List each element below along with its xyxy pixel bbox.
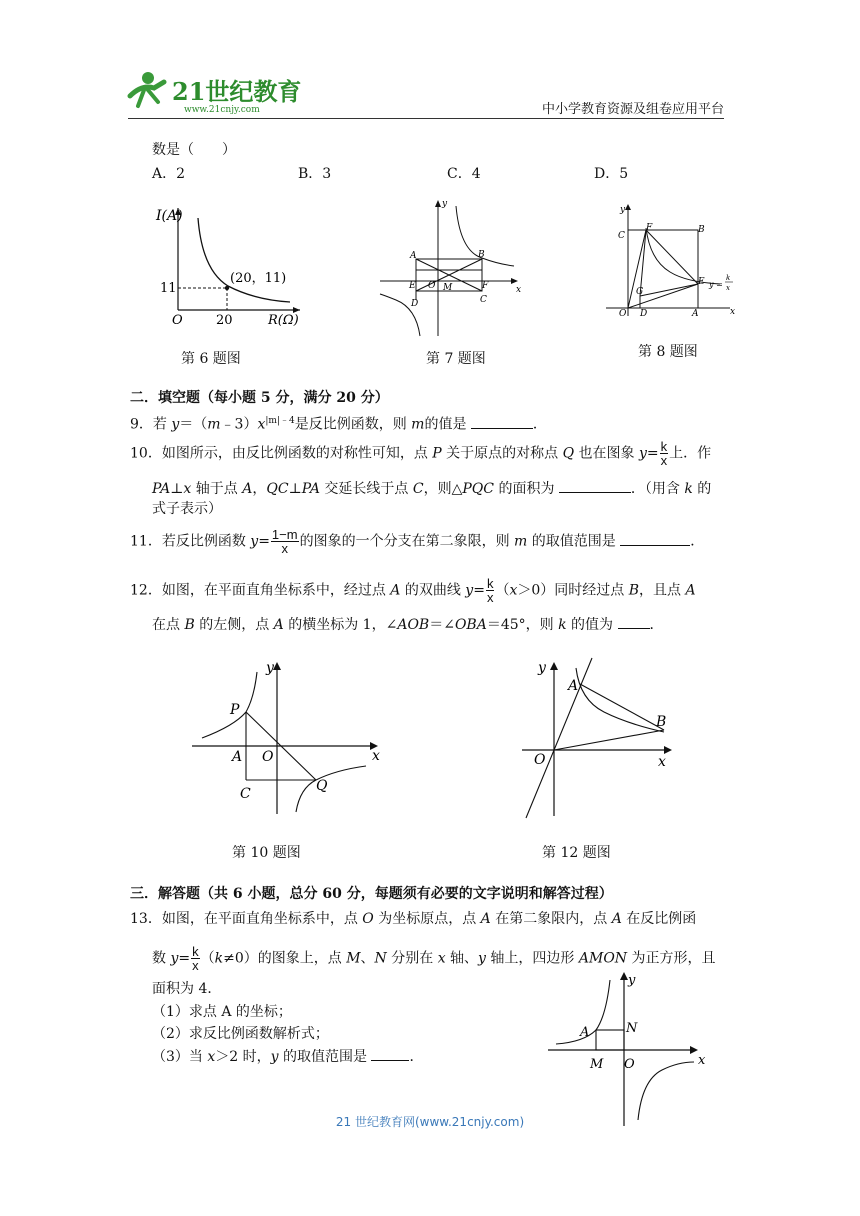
q9	[130, 411, 547, 435]
fig10-C: C	[240, 786, 251, 802]
q11-fraction	[271, 528, 299, 555]
q12-AOB: AOB	[397, 617, 430, 633]
fig13-N: N	[626, 1021, 638, 1036]
fig7-x: x	[516, 285, 522, 295]
fig8-E: E	[698, 277, 705, 287]
q13-text-9: 分别在	[386, 950, 438, 967]
q12-answer-blank[interactable]	[618, 614, 650, 629]
q13-text-13: （3）当	[152, 1049, 208, 1065]
q10-perp2: ⊥	[288, 481, 302, 497]
q12-frac-den: x	[486, 590, 494, 605]
fig7-D: D	[411, 299, 419, 309]
figure-10	[190, 656, 390, 816]
q13-text-16: ．	[409, 1049, 424, 1065]
q12-line2	[152, 614, 664, 635]
fig7-E: E	[409, 281, 416, 291]
figure-8	[600, 198, 740, 322]
fig7-B: B	[478, 250, 485, 260]
fig10-x: x	[372, 748, 380, 764]
q13-y2: y	[270, 1049, 279, 1065]
logo-text: 21世纪教育	[172, 77, 302, 106]
q12-text-6: 在点	[152, 617, 185, 633]
q11	[130, 528, 704, 555]
q9-a: 9．若	[130, 416, 172, 433]
q10-frac-num: k	[660, 439, 668, 454]
q10-text-10: 的	[692, 481, 712, 497]
fig10-O: O	[262, 749, 274, 765]
section3-title: 三．解答题（共 6 小题，总分 60 分，每题须有必要的文字说明和解答过程）	[130, 886, 613, 902]
q11-answer-blank[interactable]	[620, 531, 690, 546]
q10-text-2: 关于原点的对称点	[441, 445, 563, 462]
q10-PQC: PQC	[462, 481, 494, 497]
q13-text-6: （	[200, 950, 215, 967]
q13-y-axis: y	[478, 950, 486, 967]
fig10-Q: Q	[316, 778, 328, 794]
fig13-M: M	[590, 1057, 604, 1072]
q10-line2	[152, 478, 711, 499]
q10-text-5: 轴于点	[191, 481, 243, 497]
q10-text-7: ，则△	[423, 481, 463, 497]
q13-answer-blank[interactable]	[371, 1046, 409, 1061]
fig10-A: A	[232, 749, 243, 765]
q10-frac-den: x	[660, 453, 668, 468]
q13-text-7: ≠0）的图象上，点	[223, 950, 347, 967]
q13-fraction	[191, 945, 200, 972]
fig7-caption: 第 7 题图	[426, 351, 486, 367]
fig12-x: x	[658, 754, 666, 770]
q11-eq: =	[258, 533, 270, 550]
q13-O: O	[362, 911, 374, 927]
q12-text-11: 的值为	[566, 617, 618, 633]
fig12-y: y	[538, 660, 546, 676]
q12-A: A	[390, 582, 401, 599]
logo-url: www.21cnjy.com	[184, 105, 260, 115]
q12-text-2: 的双曲线	[400, 582, 466, 599]
q12-OBA: OBA	[454, 617, 487, 633]
fig6-ylabel: I(A)	[156, 208, 183, 224]
figure-7	[378, 196, 528, 344]
fig13-x: x	[698, 1053, 706, 1068]
q13-AMON: AMON	[578, 950, 628, 967]
fig8-k: k	[726, 274, 731, 282]
q11-m: m	[514, 533, 528, 550]
q9-exp: |m|﹣4	[265, 416, 295, 426]
q13-part1: （1）求点 A 的坐标；	[152, 1004, 292, 1020]
fig6-origin: O	[172, 313, 183, 328]
q13-part3	[152, 1046, 423, 1067]
q13-text-10: 轴、	[445, 950, 479, 967]
q10-perp: ⊥	[170, 481, 184, 497]
q13-text-14: ＞2 时，	[215, 1049, 271, 1065]
fig8-y: y	[620, 205, 626, 215]
fig8-x: x	[730, 307, 736, 317]
q10-y: y	[638, 445, 647, 462]
fig8-B: B	[698, 225, 705, 235]
q10-k: k	[684, 481, 693, 497]
q12-B: B	[628, 582, 640, 599]
fig13-O: O	[624, 1057, 635, 1072]
fig10-caption: 第 10 题图	[232, 845, 301, 861]
q10-text-8: 的面积为	[494, 481, 559, 497]
q12-k: k	[558, 617, 567, 633]
q12-y: y	[465, 582, 474, 599]
q13-text-11: 轴上，四边形	[485, 950, 579, 967]
fig8-F: F	[646, 223, 653, 233]
fig6-point: (20，11)	[230, 271, 287, 286]
q12-fraction	[486, 577, 495, 604]
fig13-y: y	[628, 973, 636, 988]
fig8-A: A	[692, 309, 699, 319]
q12-A3: A	[273, 617, 284, 633]
fig7-A: A	[410, 251, 417, 261]
q9-y: y	[171, 416, 180, 433]
q10-text-9: ．（用含	[630, 481, 685, 497]
q13-text-5: 数	[152, 950, 171, 967]
q10-text-4: 上．作	[669, 445, 712, 462]
fig7-C: C	[480, 295, 487, 305]
q12-text-8: 的横坐标为 1，∠	[283, 617, 398, 633]
fig13-A: A	[580, 1025, 590, 1040]
figure-12	[518, 654, 678, 820]
q12-B2: B	[184, 617, 195, 633]
header-logo	[120, 66, 310, 116]
q12-text-4: ＞0）同时经过点	[517, 582, 629, 599]
q13-x-axis: x	[437, 950, 446, 967]
q10-C: C	[412, 481, 424, 497]
q12-text-12: ．	[649, 617, 664, 633]
q12-text-7: 的左侧，点	[194, 617, 274, 633]
q13-text-8: 、	[360, 950, 375, 967]
q5-option-d: D．5	[594, 166, 629, 182]
q9-x: x	[257, 416, 266, 433]
q10-text-1: 10．如图所示，由反比例函数的对称性可知，点	[130, 445, 433, 462]
fig6-ytick: 11	[160, 281, 177, 296]
q13-k: k	[214, 950, 224, 967]
q11-text-4: ．	[690, 533, 705, 550]
q5-option-b: B．3	[298, 166, 332, 182]
header-rule	[128, 118, 724, 119]
q13-eq: =	[178, 950, 191, 967]
q13-text-1: 13．如图，在平面直角坐标系中，点	[130, 911, 363, 927]
q10-comma: ，	[252, 481, 267, 497]
q5-tail: 数是（ ）	[152, 142, 236, 158]
q9-f: ．	[532, 416, 547, 433]
q12-line1	[130, 577, 696, 604]
q10-P: P	[432, 445, 442, 462]
q10-x-axis: x	[183, 481, 192, 497]
fig8-O: O	[619, 309, 627, 319]
logo-runner-icon	[120, 66, 310, 116]
q10-QC: QC	[266, 481, 289, 497]
q13-text-4: 在反比例函	[621, 911, 697, 927]
q11-frac-den: x	[281, 541, 288, 556]
q10-PA: PA	[152, 481, 171, 497]
q13-frac-num: k	[192, 944, 199, 959]
fig12-A: A	[568, 678, 579, 694]
q9-e: 的值是	[424, 416, 471, 433]
q12-text-5: ，且点	[639, 582, 686, 599]
fig6-caption: 第 6 题图	[181, 351, 241, 367]
q10-text-6: 交延长线于点	[319, 481, 413, 497]
q13-y: y	[170, 950, 179, 967]
q12-text-10: ＝45°，则	[486, 617, 559, 633]
q13-line2	[152, 945, 716, 972]
q13-x: x	[207, 1049, 216, 1065]
fig6-xlabel: R(Ω)	[268, 313, 299, 328]
fig8-caption: 第 8 题图	[638, 344, 698, 360]
fig10-P: P	[230, 702, 240, 718]
q13-line1	[130, 909, 696, 929]
q10-line3: 式子表示）	[152, 501, 222, 517]
q13-part2: （2）求反比例函数解析式；	[152, 1026, 329, 1042]
q10-fraction	[660, 440, 669, 467]
q12-eq: =	[473, 582, 485, 599]
q10-line1	[130, 440, 711, 467]
q13-text-12: 为正方形，且	[627, 950, 716, 967]
figure-13	[544, 970, 714, 1130]
q12-A2: A	[685, 582, 696, 599]
figure-6	[150, 200, 310, 330]
fig12-caption: 第 12 题图	[542, 845, 611, 861]
q12-frac-num: k	[486, 576, 494, 591]
q9-d: 是反比例函数，则	[294, 416, 412, 433]
fig7-M: M	[443, 283, 453, 293]
fig8-C: C	[618, 231, 625, 241]
q5-option-a: A．2	[152, 166, 186, 182]
q13-A2: A	[611, 911, 622, 927]
q10-answer-blank[interactable]	[559, 478, 631, 493]
fig10-y: y	[266, 660, 274, 676]
q11-text-1: 11．若反比例函数	[130, 533, 251, 550]
q12-text-9: ＝∠	[429, 617, 455, 633]
fig8-D: D	[640, 309, 648, 319]
fig7-y: y	[442, 199, 448, 209]
fig8-curve-label: y =	[709, 280, 723, 289]
fig7-F: F	[482, 281, 489, 291]
q11-y: y	[250, 533, 259, 550]
q12-text-1: 12．如图，在平面直角坐标系中，经过点	[130, 582, 391, 599]
q11-text-3: 的取值范围是	[527, 533, 621, 550]
q9-c: ﹣3）	[220, 416, 258, 433]
q13-line3: 面积为 4．	[152, 981, 222, 997]
q13-text-3: 在第二象限内，点	[490, 911, 612, 927]
q5-option-c: C．4	[447, 166, 481, 182]
q13-frac-den: x	[192, 958, 199, 973]
q10-PA2: PA	[301, 481, 320, 497]
q13-M: M	[346, 950, 361, 967]
fig12-O: O	[534, 752, 546, 768]
q9-m2: m	[411, 416, 425, 433]
q10-text-3: 也在图象	[574, 445, 639, 462]
q12-text-3: （	[495, 582, 510, 599]
q10-Q: Q	[562, 445, 575, 462]
q13-N: N	[374, 950, 387, 967]
q9-answer-blank[interactable]	[471, 414, 533, 429]
fig6-xtick: 20	[216, 313, 233, 328]
section2-title: 二．填空题（每小题 5 分，满分 20 分）	[130, 390, 389, 406]
q13-A: A	[480, 911, 491, 927]
q10-eq: =	[646, 445, 659, 462]
platform-name: 中小学教育资源及组卷应用平台	[541, 102, 724, 117]
q9-b: ＝（	[179, 416, 208, 433]
fig7-O: O	[428, 281, 436, 291]
q12-x: x	[509, 582, 518, 599]
q10-A: A	[242, 481, 253, 497]
fig8-xv: x	[726, 284, 730, 292]
fig8-G: G	[636, 287, 644, 297]
q13-text-15: 的取值范围是	[278, 1049, 372, 1065]
fig12-B: B	[656, 714, 667, 730]
q11-frac-num: 1−m	[271, 527, 298, 542]
footer: 21 世纪教育网(www.21cnjy.com)	[335, 1115, 525, 1129]
q9-m: m	[207, 416, 221, 433]
q11-text-2: 的图象的一个分支在第二象限，则	[299, 533, 515, 550]
q13-text-2: 为坐标原点，点	[373, 911, 481, 927]
